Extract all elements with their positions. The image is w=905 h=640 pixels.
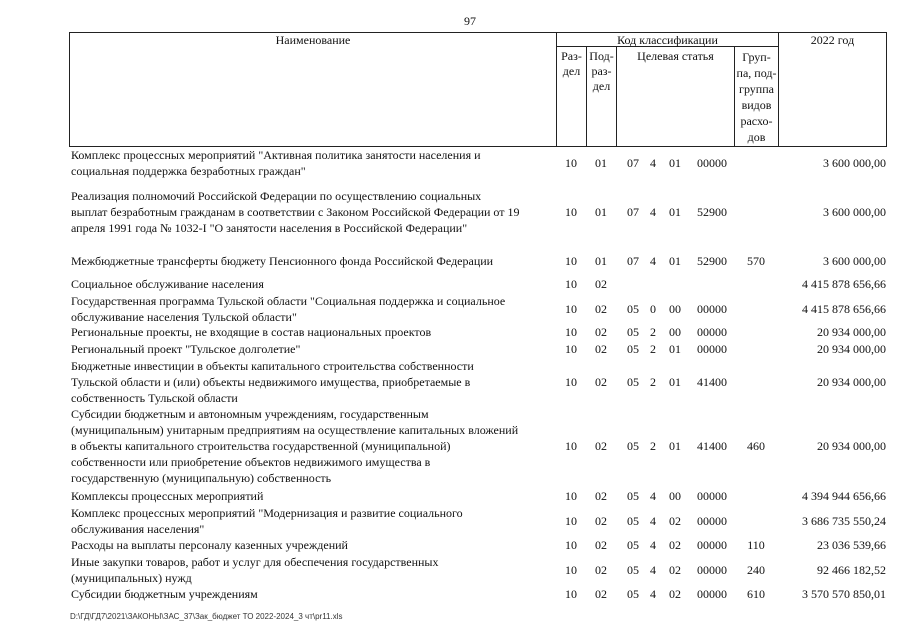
header-group-line: видов xyxy=(741,98,772,112)
cell-amount: 4 415 878 656,66 xyxy=(802,302,886,316)
header-podrazdel-line: Под- xyxy=(589,49,614,63)
row-name-line: Социальное обслуживание населения xyxy=(71,277,264,291)
cell-amount: 3 600 000,00 xyxy=(823,254,886,268)
row-name-line: Реализация полномочий Российской Федерации по осуществлению социальных xyxy=(71,189,482,203)
cell-t1: 07 xyxy=(627,156,639,170)
cell-t1: 05 xyxy=(627,325,639,339)
table-row xyxy=(0,488,905,504)
row-name-line: собственности или приобретение объектов недвижимого имущества в xyxy=(71,455,431,469)
cell-t3: 01 xyxy=(669,156,681,170)
cell-t4: 52900 xyxy=(697,254,727,268)
row-name-line: в объекты капитального строительства государственной (муниципальной) xyxy=(71,439,451,453)
cell-pr: 02 xyxy=(595,325,607,339)
cell-t2: 2 xyxy=(650,325,656,339)
cell-r: 10 xyxy=(565,325,577,339)
row-name-line: собственность Тульской области xyxy=(71,391,238,405)
table-row xyxy=(0,147,905,179)
header-group-line: па, под- xyxy=(736,66,777,80)
row-name-line: государственную (муниципальную) собственность xyxy=(71,471,332,485)
header-name: Наименование xyxy=(275,33,351,47)
cell-amount: 3 686 735 550,24 xyxy=(802,514,886,528)
row-name-line: социальная поддержка безработных граждан" xyxy=(71,164,306,178)
row-name xyxy=(71,586,555,602)
cell-t1: 05 xyxy=(627,514,639,528)
cell-t1: 05 xyxy=(627,375,639,389)
table-row xyxy=(0,341,905,357)
cell-t1: 05 xyxy=(627,587,639,601)
header-razdel-line: дел xyxy=(562,64,581,78)
row-name xyxy=(71,188,555,236)
row-name-line: Бюджетные инвестиции в объекты капитального строительства собственности xyxy=(71,359,474,373)
row-name xyxy=(71,488,555,504)
row-name-line: (муниципальным) унитарным предприятиям на осуществление капитальных вложений xyxy=(71,423,519,437)
cell-amount: 4 415 878 656,66 xyxy=(802,277,886,291)
table-row xyxy=(0,406,905,486)
header-group-line: группа xyxy=(739,82,774,96)
cell-t3: 01 xyxy=(669,439,681,453)
table-row xyxy=(0,358,905,406)
table-row xyxy=(0,293,905,325)
cell-t3: 02 xyxy=(669,563,681,577)
cell-t3: 02 xyxy=(669,538,681,552)
cell-r: 10 xyxy=(565,587,577,601)
row-name xyxy=(71,358,555,406)
cell-r: 10 xyxy=(565,489,577,503)
cell-t4: 00000 xyxy=(697,538,727,552)
row-name xyxy=(71,253,555,269)
cell-pr: 02 xyxy=(595,489,607,503)
cell-t2: 4 xyxy=(650,538,656,552)
cell-amount: 4 394 944 656,66 xyxy=(802,489,886,503)
table-row xyxy=(0,253,905,269)
cell-t1: 07 xyxy=(627,205,639,219)
page-number: 97 xyxy=(464,14,476,28)
cell-t4: 00000 xyxy=(697,489,727,503)
header-year: 2022 год xyxy=(810,33,855,47)
row-name xyxy=(71,554,555,586)
cell-t4: 41400 xyxy=(697,439,727,453)
cell-t2: 4 xyxy=(650,254,656,268)
cell-r: 10 xyxy=(565,375,577,389)
cell-pr: 02 xyxy=(595,514,607,528)
code-column-right-divider xyxy=(778,32,779,147)
cell-pr: 02 xyxy=(595,342,607,356)
cell-t1: 07 xyxy=(627,254,639,268)
cell-t4: 00000 xyxy=(697,156,727,170)
cell-t3: 01 xyxy=(669,205,681,219)
cell-t3: 00 xyxy=(669,489,681,503)
cell-g: 610 xyxy=(747,587,765,601)
header-code: Код классификации xyxy=(617,33,718,47)
cell-r: 10 xyxy=(565,538,577,552)
cell-pr: 02 xyxy=(595,277,607,291)
table-row xyxy=(0,537,905,553)
table-left-border xyxy=(69,32,70,147)
row-name-line: (муниципальных) нужд xyxy=(71,571,192,585)
table-row xyxy=(0,586,905,602)
cell-r: 10 xyxy=(565,563,577,577)
cell-r: 10 xyxy=(565,254,577,268)
cell-t2: 2 xyxy=(650,342,656,356)
cell-g: 110 xyxy=(747,538,765,552)
cell-pr: 02 xyxy=(595,439,607,453)
row-name-line: Субсидии бюджетным учреждениям xyxy=(71,587,258,601)
cell-g: 240 xyxy=(747,563,765,577)
file-path-footer: D:\ГД\ГД7\2021\ЗАКОНЫ\ЗАС_37\Зак_бюджет ТО 2022-2024_3 чт\pr11.xls xyxy=(70,612,343,621)
cell-t3: 00 xyxy=(669,302,681,316)
cell-r: 10 xyxy=(565,156,577,170)
row-name xyxy=(71,406,555,486)
cell-t2: 4 xyxy=(650,489,656,503)
cell-t3: 02 xyxy=(669,587,681,601)
row-name xyxy=(71,537,555,553)
row-name xyxy=(71,293,555,325)
cell-pr: 01 xyxy=(595,205,607,219)
row-name-line: Комплекс процессных мероприятий "Модернизация и развитие социального xyxy=(71,506,463,520)
row-name-line: обслуживания населения" xyxy=(71,522,205,536)
cell-t4: 00000 xyxy=(697,587,727,601)
cell-g: 570 xyxy=(747,254,765,268)
cell-amount: 3 600 000,00 xyxy=(823,156,886,170)
cell-amount: 3 570 570 850,01 xyxy=(802,587,886,601)
cell-pr: 02 xyxy=(595,375,607,389)
row-name-line: Тульской области и (или) объекты недвижимого имущества, приобретаемые в xyxy=(71,375,471,389)
cell-pr: 02 xyxy=(595,587,607,601)
cell-amount: 20 934 000,00 xyxy=(817,375,886,389)
cell-t2: 4 xyxy=(650,205,656,219)
row-name-line: Расходы на выплаты персоналу казенных учреждений xyxy=(71,538,348,552)
cell-amount: 20 934 000,00 xyxy=(817,325,886,339)
header-podrazdel-line: дел xyxy=(592,79,611,93)
table-row xyxy=(0,554,905,586)
cell-t2: 2 xyxy=(650,439,656,453)
header-razdel-line: Раз- xyxy=(561,49,582,63)
cell-t3: 01 xyxy=(669,254,681,268)
row-name-line: обслуживание населения Тульской области" xyxy=(71,310,297,324)
row-name xyxy=(71,341,555,357)
cell-pr: 01 xyxy=(595,156,607,170)
cell-t4: 52900 xyxy=(697,205,727,219)
cell-amount: 3 600 000,00 xyxy=(823,205,886,219)
cell-t2: 2 xyxy=(650,375,656,389)
cell-t1: 05 xyxy=(627,489,639,503)
row-name-line: Субсидии бюджетным и автономным учреждениям, государственным xyxy=(71,407,429,421)
cell-t4: 41400 xyxy=(697,375,727,389)
row-name-line: апреля 1991 года № 1032-I "О занятости населения в Российской Федерации" xyxy=(71,221,468,235)
header-group xyxy=(735,49,778,145)
row-name-line: Комплексы процессных мероприятий xyxy=(71,489,264,503)
cell-t1: 05 xyxy=(627,342,639,356)
row-name xyxy=(71,147,555,179)
cell-t2: 4 xyxy=(650,587,656,601)
table-right-border xyxy=(886,32,887,147)
cell-t1: 05 xyxy=(627,439,639,453)
header-group-line: Груп- xyxy=(742,50,771,64)
cell-amount: 20 934 000,00 xyxy=(817,342,886,356)
cell-r: 10 xyxy=(565,277,577,291)
header-group-line: расхо- xyxy=(740,114,773,128)
header-target: Целевая статья xyxy=(637,49,714,63)
row-name-line: Межбюджетные трансферты бюджету Пенсионного фонда Российской Федерации xyxy=(71,254,494,268)
cell-r: 10 xyxy=(565,205,577,219)
table-row xyxy=(0,505,905,537)
header-podrazdel xyxy=(587,49,616,94)
cell-t4: 00000 xyxy=(697,325,727,339)
cell-r: 10 xyxy=(565,342,577,356)
cell-t1: 05 xyxy=(627,538,639,552)
cell-amount: 20 934 000,00 xyxy=(817,439,886,453)
cell-amount: 92 466 182,52 xyxy=(817,563,886,577)
cell-t2: 4 xyxy=(650,563,656,577)
cell-t1: 05 xyxy=(627,563,639,577)
row-name xyxy=(71,324,555,340)
row-name-line: Региональные проекты, не входящие в состав национальных проектов xyxy=(71,325,432,339)
header-razdel xyxy=(557,49,586,79)
header-group-line: дов xyxy=(747,130,766,144)
row-name xyxy=(71,276,555,292)
cell-t2: 4 xyxy=(650,514,656,528)
cell-r: 10 xyxy=(565,514,577,528)
row-name-line: Государственная программа Тульской области "Социальная поддержка и социальное xyxy=(71,294,506,308)
cell-pr: 01 xyxy=(595,254,607,268)
cell-pr: 02 xyxy=(595,538,607,552)
row-name-line: Комплекс процессных мероприятий "Активная политика занятости населения и xyxy=(71,148,481,162)
row-name-line: Иные закупки товаров, работ и услуг для обеспечения государственных xyxy=(71,555,439,569)
row-name xyxy=(71,505,555,537)
cell-t1: 05 xyxy=(627,302,639,316)
cell-pr: 02 xyxy=(595,302,607,316)
table-row xyxy=(0,276,905,292)
cell-r: 10 xyxy=(565,302,577,316)
cell-g: 460 xyxy=(747,439,765,453)
cell-t3: 00 xyxy=(669,325,681,339)
cell-t4: 00000 xyxy=(697,514,727,528)
cell-t3: 01 xyxy=(669,375,681,389)
cell-t4: 00000 xyxy=(697,563,727,577)
cell-t3: 01 xyxy=(669,342,681,356)
cell-amount: 23 036 539,66 xyxy=(817,538,886,552)
cell-t4: 00000 xyxy=(697,342,727,356)
cell-r: 10 xyxy=(565,439,577,453)
table-row xyxy=(0,324,905,340)
header-podrazdel-line: раз- xyxy=(591,64,612,78)
row-name-line: выплат безработным гражданам в соответствии с Законом Российской Федерации от 19 xyxy=(71,205,520,219)
cell-t2: 4 xyxy=(650,156,656,170)
cell-pr: 02 xyxy=(595,563,607,577)
cell-t3: 02 xyxy=(669,514,681,528)
cell-t4: 00000 xyxy=(697,302,727,316)
cell-t2: 0 xyxy=(650,302,656,316)
row-name-line: Региональный проект "Тульское долголетие" xyxy=(71,342,301,356)
table-row xyxy=(0,188,905,236)
